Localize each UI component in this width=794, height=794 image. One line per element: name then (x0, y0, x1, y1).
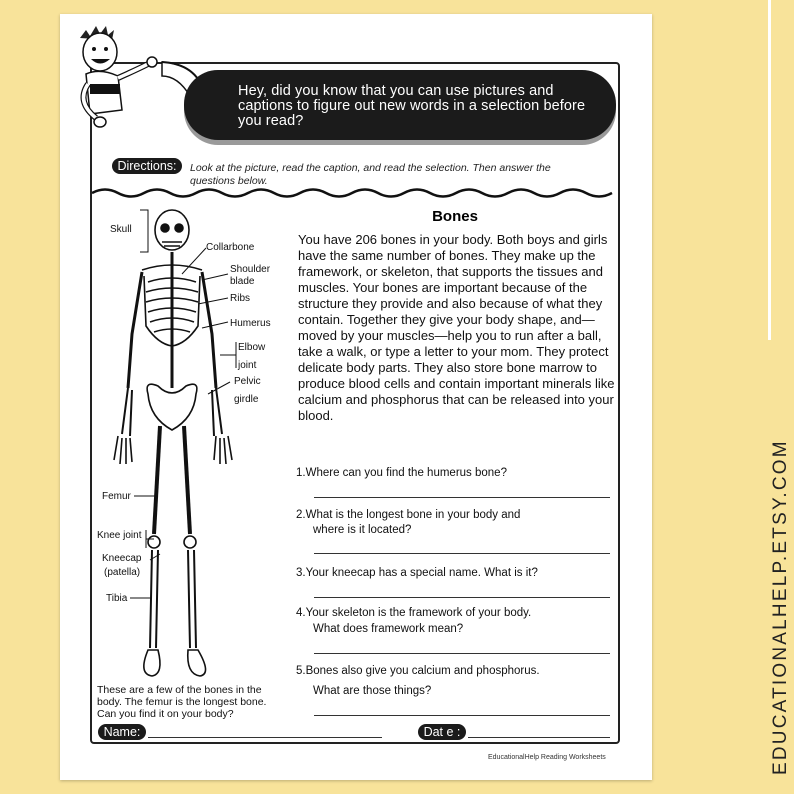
label-elbow-2: joint (238, 360, 257, 371)
label-pelvic-2: girdle (234, 394, 259, 405)
name-field[interactable] (148, 737, 382, 738)
cartoon-boy-illustration (66, 18, 206, 140)
article-title: Bones (432, 208, 478, 225)
speech-bubble (184, 70, 616, 140)
question-4: 4.Your skeleton is the framework of your body. (296, 607, 532, 619)
side-watermark-text: EDUCATIONALHELP.ETSY.COM (770, 439, 791, 775)
label-ribs: Ribs (230, 293, 251, 304)
question-3: 3.Your kneecap has a special name. What is it? (296, 567, 538, 579)
answer-line-2[interactable] (314, 553, 610, 554)
label-shoulder-blade-2: blade (230, 276, 255, 287)
answer-line-5[interactable] (314, 715, 610, 716)
wavy-divider (92, 186, 618, 200)
footer-credit: EducationalHelp Reading Worksheets (488, 754, 606, 761)
label-kneecap-2: (patella) (104, 567, 141, 578)
date-label: Dat e : (418, 724, 466, 740)
label-humerus: Humerus (230, 318, 271, 329)
question-1: 1.Where can you find the humerus bone? (296, 467, 507, 479)
answer-line-1[interactable] (314, 497, 610, 498)
name-label: Name: (98, 724, 146, 740)
question-5: 5.Bones also give you calcium and phosphorus. (296, 665, 540, 677)
label-shoulder-blade-1: Shoulder (230, 264, 271, 275)
answer-line-3[interactable] (314, 597, 610, 598)
question-2: 2.What is the longest bone in your body and (296, 509, 521, 521)
question-5-line2: What are those things? (313, 685, 432, 697)
label-elbow-1: Elbow (238, 342, 266, 353)
skeleton-caption: These are a few of the bones in the body. The femur is the longest bone. Can you find it on your body? (97, 684, 267, 720)
right-edge-stripe (768, 0, 771, 340)
label-tibia: Tibia (106, 593, 128, 604)
answer-line-4[interactable] (314, 653, 610, 654)
article-body: You have 206 bones in your body. Both boys and girls have the same number of bones. They make up the framework, or skeleton, that supports the tissues and muscles. Your bones are important because of the structure they provide and also because of what they contain. Together they give your body shape, and—moved by your muscles—help you to run after a ball, take a walk, or type a letter to your mom. They protect delicate body parts. They also store bone marrow to produce blood cells and contain important minerals like calcium and phosphorus that can be released into your blood. (298, 232, 615, 423)
question-2-line2: where is it located? (313, 524, 412, 536)
speech-bubble-text: Hey, did you know that you can use pictures and captions to figure out new words in a selection before you read? (238, 83, 586, 129)
directions-text: Look at the picture, read the caption, and read the selection. Then answer the questions below. (190, 162, 551, 187)
date-field[interactable] (468, 737, 610, 738)
label-knee-joint: Knee joint (97, 530, 142, 541)
question-4-line2: What does framework mean? (313, 623, 464, 635)
label-femur: Femur (102, 491, 131, 502)
directions-label: Directions: (112, 158, 182, 174)
label-pelvic-1: Pelvic (234, 376, 261, 387)
label-kneecap-1: Kneecap (102, 553, 142, 564)
label-collarbone: Collarbone (206, 242, 255, 253)
label-skull: Skull (110, 224, 132, 235)
